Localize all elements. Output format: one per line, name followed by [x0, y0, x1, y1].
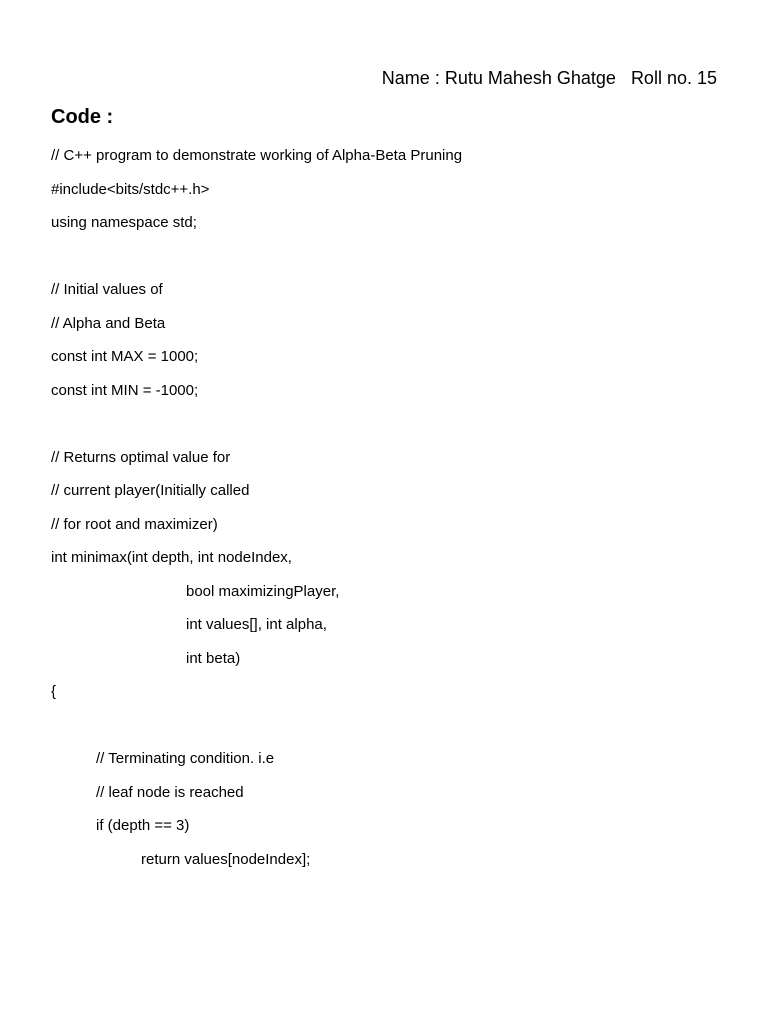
code-line: bool maximizingPlayer, [186, 582, 340, 600]
code-line: if (depth == 3) [96, 817, 190, 834]
code-line: // C++ program to demonstrate working of Alpha-Beta Pruning [51, 147, 463, 164]
section-title: Code : [51, 106, 114, 128]
code-line: using namespace std; [51, 214, 197, 231]
code-line: int beta) [186, 649, 241, 667]
blank-line [51, 247, 731, 281]
code-line: const int MAX = 1000; [51, 348, 199, 365]
code-line: int minimax(int depth, int nodeIndex, [51, 549, 292, 566]
roll-number: Roll no. 15 [630, 68, 717, 88]
code-line: // leaf node is reached [96, 783, 244, 801]
blank-line [51, 716, 731, 750]
blank-line [51, 414, 731, 448]
code-line: // current player(Initially called [51, 482, 250, 499]
code-line: return values[nodeIndex]; [141, 850, 311, 868]
student-header [382, 68, 717, 89]
student-name: Name : Rutu Mahesh Ghatge [381, 68, 616, 88]
code-block [51, 146, 731, 883]
code-line: // for root and maximizer) [51, 515, 218, 533]
code-line: #include<bits/stdc++.h> [51, 180, 210, 198]
code-line: { [51, 683, 57, 700]
code-line: // Terminating condition. i.e [96, 750, 275, 767]
code-line: // Alpha and Beta [51, 314, 166, 332]
code-line: const int MIN = -1000; [51, 381, 199, 399]
code-line: // Initial values of [51, 281, 163, 298]
code-line: int values[], int alpha, [186, 616, 327, 633]
code-line: // Returns optimal value for [51, 448, 231, 466]
